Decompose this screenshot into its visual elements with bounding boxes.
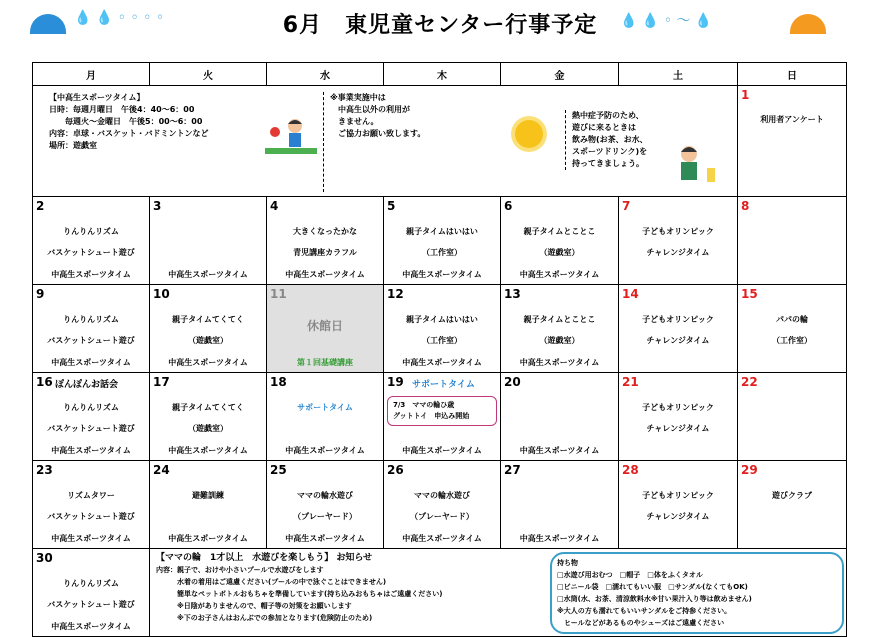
day-number: 13 bbox=[504, 287, 521, 301]
day-event: 中高生スポーツタイム bbox=[519, 270, 600, 279]
day-number: 17 bbox=[153, 375, 170, 389]
day-number: 7 bbox=[622, 199, 631, 213]
day-number: 14 bbox=[622, 287, 639, 301]
day-event: 子どもオリンピック bbox=[642, 491, 714, 500]
day-number: 26 bbox=[387, 463, 404, 477]
day-event: 子どもオリンピック bbox=[642, 403, 714, 412]
info-cell bbox=[33, 86, 738, 197]
notice-info: ※事業実施中は 中高生以外の利用が きません。 ご協力お願い致します。 bbox=[323, 92, 425, 192]
header-mon: 月 bbox=[33, 63, 150, 86]
header-sat: 土 bbox=[619, 63, 738, 86]
day-event: 中高生スポーツタイム bbox=[285, 446, 365, 455]
day-event: 親子タイムてくてく bbox=[172, 315, 244, 324]
day-event: リズムタワー bbox=[67, 491, 115, 500]
day-event: チャレンジタイム bbox=[646, 336, 710, 345]
day-cell-24 bbox=[150, 461, 267, 549]
day-event: （プレーヤード） bbox=[293, 512, 357, 521]
day-cell-7 bbox=[619, 197, 738, 285]
day-event: （遊戯室） bbox=[188, 336, 228, 345]
day-event: 遊びクラブ bbox=[772, 491, 812, 500]
day-number: 28 bbox=[622, 463, 639, 477]
day-event: 親子タイムはいはい bbox=[406, 315, 478, 324]
day-event: 中高生スポーツタイム bbox=[402, 446, 482, 455]
day-cell-19 bbox=[384, 373, 501, 461]
day-event: （遊戯室） bbox=[539, 248, 580, 257]
day-event: 中高生スポーツタイム bbox=[51, 622, 131, 631]
day-cell-29 bbox=[738, 461, 847, 549]
day-number: 6 bbox=[504, 199, 513, 213]
day-number: 29 bbox=[741, 463, 758, 477]
day-cell-30 bbox=[33, 549, 150, 637]
day-event: 避難訓練 bbox=[192, 491, 224, 500]
day-event: りんりんリズム bbox=[63, 403, 119, 412]
day-event: バスケットシュート遊び bbox=[47, 424, 135, 433]
day-cell-4 bbox=[267, 197, 384, 285]
water-play-notice: 【ママの輪 1才以上 水遊びを楽しもう】 お知らせ 内容：親子で、おけや小さいプールで水遊びをします 水着の着用はご遠慮ください(プールの中で泳ぐことはできません) 簡単なペットボトルおもちゃを準備しています(持ち込みおもちゃはご遠慮ください) ※日陰がありませんので、帽子等の対策をお願いします ※下のお子さんはおんぶでの参加となります(危険防止のため) bbox=[156, 553, 443, 622]
day-number: 20 bbox=[504, 375, 521, 389]
week-row-5 bbox=[33, 549, 847, 637]
calendar-table bbox=[32, 62, 847, 637]
day-event: （遊戯室） bbox=[188, 424, 228, 433]
day-number: 8 bbox=[741, 199, 750, 213]
day-cell-14 bbox=[619, 285, 738, 373]
info-row bbox=[33, 86, 847, 197]
day-event: りんりんリズム bbox=[63, 315, 119, 324]
day-event: 利用者アンケート bbox=[760, 115, 824, 124]
day-event: りんりんリズム bbox=[63, 579, 119, 588]
day-number: 9 bbox=[36, 287, 45, 301]
day-event: 中高生スポーツタイム bbox=[285, 270, 365, 279]
day-event: 親子タイムはいはい bbox=[406, 227, 478, 236]
day-cell-27 bbox=[501, 461, 619, 549]
day-event: （遊戯室） bbox=[539, 336, 580, 345]
day-event: 中高生スポーツタイム bbox=[519, 534, 600, 543]
items-box: 持ち物 □水遊び用おむつ □帽子 □体をふくタオル □ビニール袋 □濡れてもいい服 □サンダル(なくてもOK) □水筒(水、お茶、清涼飲料水※甘い果汁入り等は飲めません) ※大人の方も濡れてもいいサンダルをご持参ください。 ヒールなどがあるものやシューズはご遠慮ください bbox=[550, 552, 844, 634]
day-event: 子どもオリンピック bbox=[642, 227, 714, 236]
water-play-notice-cell bbox=[150, 549, 847, 637]
day-event: 中高生スポーツタイム bbox=[402, 358, 482, 367]
day-number: 3 bbox=[153, 199, 162, 213]
day-number: 27 bbox=[504, 463, 521, 477]
day-event: （工作室） bbox=[772, 336, 812, 345]
day-event: 中高生スポーツタイム bbox=[51, 534, 131, 543]
day-cell-25 bbox=[267, 461, 384, 549]
day-cell-26 bbox=[384, 461, 501, 549]
day-event: 中高生スポーツタイム bbox=[519, 446, 600, 455]
day-cell-8 bbox=[738, 197, 847, 285]
day-number: 19 bbox=[387, 375, 404, 389]
day-number: 12 bbox=[387, 287, 404, 301]
day-event: 中高生スポーツタイム bbox=[51, 270, 131, 279]
day-extra-event: サポートタイム bbox=[412, 380, 475, 390]
day-event: チャレンジタイム bbox=[646, 512, 710, 521]
day-cell-17 bbox=[150, 373, 267, 461]
day-event: 親子タイムとことこ bbox=[523, 227, 596, 236]
day-number: 10 bbox=[153, 287, 170, 301]
week-row-1 bbox=[33, 197, 847, 285]
day-event: バスケットシュート遊び bbox=[47, 600, 135, 609]
week-row-4 bbox=[33, 461, 847, 549]
day-number: 4 bbox=[270, 199, 279, 213]
heat-info: 熱中症予防のため、 遊びに来るときは 飲み物(お茶、お水、 スポーツドリンク)を 持ってきましょう。 bbox=[565, 110, 648, 170]
day-event: 中高生スポーツタイム bbox=[168, 534, 248, 543]
day-cell-5 bbox=[384, 197, 501, 285]
day-event: ママの輪水遊び bbox=[297, 491, 353, 500]
day-number: 30 bbox=[36, 551, 53, 565]
day-cell-10 bbox=[150, 285, 267, 373]
day-event: 子どもオリンピック bbox=[642, 315, 714, 324]
week-row-2 bbox=[33, 285, 847, 373]
day-cell-16 bbox=[33, 373, 150, 461]
day-event: りんりんリズム bbox=[63, 227, 119, 236]
day-number: 15 bbox=[741, 287, 758, 301]
day-event: （工作室） bbox=[422, 248, 462, 257]
sun-icon bbox=[515, 120, 543, 148]
day-event: 青児講座カラフル bbox=[293, 248, 357, 257]
application-notice-box: 7/3 ママの輪ひ歳 グットトイ 申込み開始 bbox=[387, 396, 497, 426]
day-cell-12 bbox=[384, 285, 501, 373]
day-event: 第１回基礎講座 bbox=[297, 358, 353, 367]
header-sun: 日 bbox=[738, 63, 847, 86]
day-extra-event: ぽんぽんお話会 bbox=[55, 380, 119, 390]
day-event: ママの輪水遊び bbox=[414, 491, 470, 500]
table-tennis-kid-icon bbox=[261, 116, 321, 160]
day-cell-2 bbox=[33, 197, 150, 285]
day-cell-15 bbox=[738, 285, 847, 373]
header-fri: 金 bbox=[501, 63, 619, 86]
day-event: 中高生スポーツタイム bbox=[168, 446, 248, 455]
week-row-3 bbox=[33, 373, 847, 461]
day-number: 24 bbox=[153, 463, 170, 477]
day-cell-1 bbox=[738, 86, 847, 197]
header-row bbox=[33, 63, 847, 86]
drinking-kid-icon bbox=[673, 144, 723, 188]
day-number: 23 bbox=[36, 463, 53, 477]
day-event: サポートタイム bbox=[297, 403, 353, 412]
day-event: パパの輪 bbox=[776, 315, 808, 324]
day-cell-3 bbox=[150, 197, 267, 285]
day-event: バスケットシュート遊び bbox=[47, 336, 135, 345]
day-number: 2 bbox=[36, 199, 45, 213]
day-cell-23 bbox=[33, 461, 150, 549]
day-number: 22 bbox=[741, 375, 758, 389]
header-wed: 水 bbox=[267, 63, 384, 86]
day-event: 中高生スポーツタイム bbox=[168, 270, 248, 279]
day-event: 中高生スポーツタイム bbox=[402, 534, 482, 543]
day-cell-11 bbox=[267, 285, 384, 373]
day-number: 21 bbox=[622, 375, 639, 389]
day-cell-9 bbox=[33, 285, 150, 373]
day-number: 11 bbox=[270, 287, 287, 301]
page-title: 6月 東児童センター行事予定 bbox=[282, 13, 598, 38]
day-cell-18 bbox=[267, 373, 384, 461]
header-tue: 火 bbox=[150, 63, 267, 86]
day-cell-28 bbox=[619, 461, 738, 549]
day-number: 18 bbox=[270, 375, 287, 389]
day-event: 中高生スポーツタイム bbox=[51, 446, 131, 455]
closed-label: 休館日 bbox=[306, 319, 343, 333]
day-number: 25 bbox=[270, 463, 287, 477]
day-event: 大きくなったかな bbox=[293, 227, 357, 236]
day-cell-13 bbox=[501, 285, 619, 373]
day-cell-20 bbox=[501, 373, 619, 461]
day-event: チャレンジタイム bbox=[646, 248, 710, 257]
day-number: 5 bbox=[387, 199, 396, 213]
day-cell-6 bbox=[501, 197, 619, 285]
header-thu: 木 bbox=[384, 63, 501, 86]
day-event: （工作室） bbox=[422, 336, 462, 345]
day-event: （プレーヤード） bbox=[410, 512, 474, 521]
raindrops-left-icon: 💧 💧 ◦ ◦ ◦ ◦ bbox=[74, 10, 165, 26]
raindrops-right-icon: 💧 💧 ◦ 〜 💧 bbox=[620, 13, 713, 29]
day-event: 中高生スポーツタイム bbox=[402, 270, 482, 279]
day-event: 親子タイムとことこ bbox=[523, 315, 596, 324]
day-number: 1 bbox=[741, 88, 750, 102]
day-event: 中高生スポーツタイム bbox=[51, 358, 131, 367]
day-event: 中高生スポーツタイム bbox=[168, 358, 248, 367]
day-event: 親子タイムてくてく bbox=[172, 403, 244, 412]
day-event: バスケットシュート遊び bbox=[47, 248, 135, 257]
day-event: 中高生スポーツタイム bbox=[519, 358, 600, 367]
day-cell-22 bbox=[738, 373, 847, 461]
day-event: チャレンジタイム bbox=[646, 424, 710, 433]
day-event: 中高生スポーツタイム bbox=[285, 534, 365, 543]
day-number: 16 bbox=[36, 375, 53, 389]
day-event: バスケットシュート遊び bbox=[47, 512, 135, 521]
day-cell-21 bbox=[619, 373, 738, 461]
sports-info: 【中高生スポーツタイム】 日時：毎週月曜日 午後4：40～6：00 毎週火～金曜日 午後5：00～6：00 内容：卓球・バスケット・バドミントンなど 場所：遊戯室 bbox=[49, 93, 209, 150]
